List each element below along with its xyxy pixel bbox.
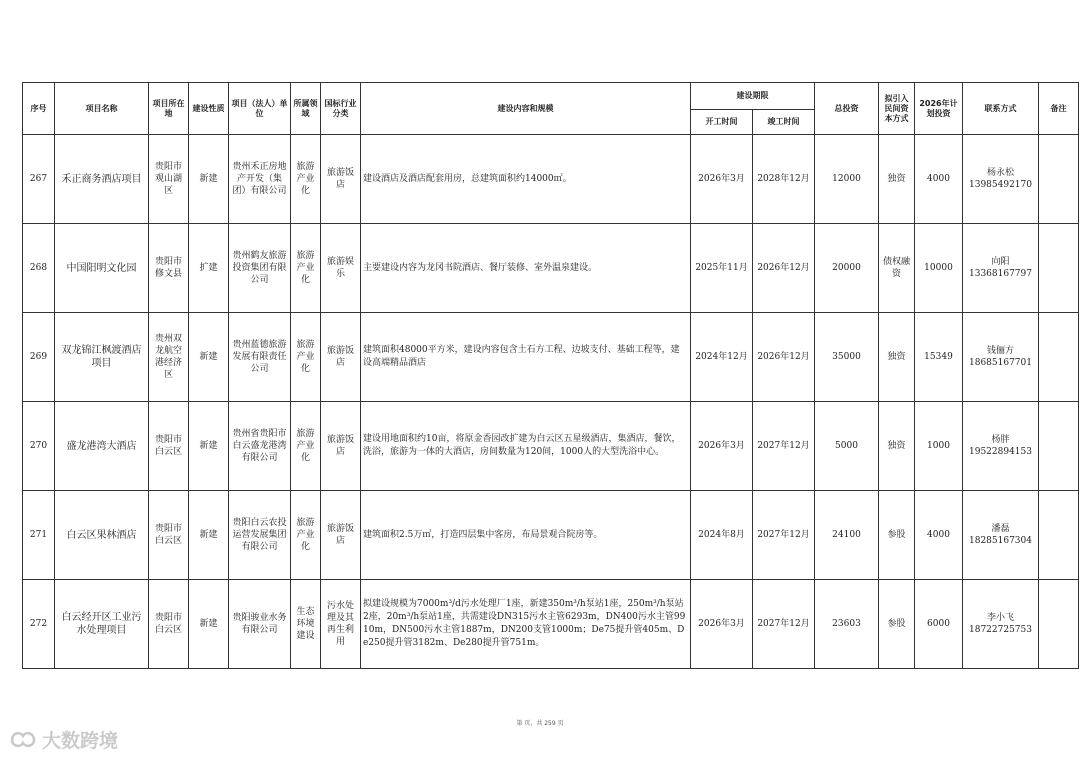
cell-field: 旅游产业化: [291, 402, 321, 491]
cell-location: 贵州双龙航空港经济区: [149, 313, 189, 402]
cell-contact: [963, 313, 1039, 402]
cell-industry: 旅游饭店: [321, 491, 361, 580]
header-capital-mode: 拟引入民间资本方式: [879, 83, 915, 135]
contact-name: 李小飞: [986, 613, 1014, 623]
cell-industry: 旅游饭店: [321, 135, 361, 224]
cell-content: 建设用地面积约10亩，将原金香园改扩建为白云区五星级酒店，集酒店，餐饮，洗浴，旅游为一体的大酒店，房间数量为120间，1000人的大型洗浴中心。: [361, 402, 691, 491]
contact-phone: 18685167701: [969, 358, 1032, 368]
cell-seq: 272: [23, 580, 55, 669]
cell-unit: 贵州蓝德旅游发展有限责任公司: [229, 313, 291, 402]
cell-content: 拟建设规模为7000m³/d污水处理厂1座，新建350m³/h泵站1座，250m³/h泵站2座，20m³/h泵站1座，共需建设DN315污水主管6293m，DN400污水主管9910m，DN500污水主管1887m，DN200支管1000m；De75提升管405m、De250提升管3182m、De280提升管751m。: [361, 580, 691, 669]
cell-capital-mode: 参股: [879, 491, 915, 580]
header-end: 竣工时间: [753, 110, 815, 135]
contact-phone: 13985492170: [969, 180, 1032, 190]
cell-start: 2024年12月: [691, 313, 753, 402]
cell-capital-mode: 独资: [879, 313, 915, 402]
cell-name: 白云经开区工业污水处理项目: [55, 580, 149, 669]
cell-location: 贵阳市观山湖区: [149, 135, 189, 224]
cell-industry: 旅游饭店: [321, 402, 361, 491]
cell-total: 24100: [815, 491, 879, 580]
cell-end: 2027年12月: [753, 402, 815, 491]
cell-industry: 旅游饭店: [321, 313, 361, 402]
header-contact: 联系方式: [963, 83, 1039, 135]
contact-name: 潘磊: [991, 524, 1010, 534]
cell-plan: 4000: [915, 135, 963, 224]
cell-note: [1039, 313, 1079, 402]
table-row: [23, 313, 1079, 402]
cell-end: 2027年12月: [753, 580, 815, 669]
cell-start: 2026年3月: [691, 580, 753, 669]
header-seq: 序号: [23, 83, 55, 135]
cell-note: [1039, 135, 1079, 224]
cell-capital-mode: 独资: [879, 135, 915, 224]
cell-unit: 贵阳白云农投运营发展集团有限公司: [229, 491, 291, 580]
contact-name: 钱俪方: [986, 346, 1014, 356]
cell-nature: 新建: [189, 402, 229, 491]
cell-name: 盛龙港湾大酒店: [55, 402, 149, 491]
cell-content: 建设酒店及酒店配套用房，总建筑面积约14000㎡。: [361, 135, 691, 224]
cell-field: 旅游产业化: [291, 491, 321, 580]
cell-plan: 15349: [915, 313, 963, 402]
cell-field: 旅游产业化: [291, 224, 321, 313]
table-row: [23, 135, 1079, 224]
contact-phone: 13368167797: [969, 269, 1032, 279]
cell-content: 建筑面积2.5万㎡，打造四层集中客房，布局景观合院房等。: [361, 491, 691, 580]
cell-unit: 贵州鹤友旅游投资集团有限公司: [229, 224, 291, 313]
cell-capital-mode: 独资: [879, 402, 915, 491]
cell-field: 生态环境建设: [291, 580, 321, 669]
cell-note: [1039, 491, 1079, 580]
project-table: [22, 82, 1079, 669]
cell-contact: [963, 402, 1039, 491]
cell-contact: [963, 224, 1039, 313]
cell-total: 23603: [815, 580, 879, 669]
cell-end: 2027年12月: [753, 491, 815, 580]
cell-name: 双龙锦江枫渡酒店项目: [55, 313, 149, 402]
cell-content: 建筑面积48000平方米，建设内容包含土石方工程、边坡支付、基础工程等，建设高端精品酒店: [361, 313, 691, 402]
cell-start: 2026年3月: [691, 135, 753, 224]
cell-capital-mode: 参股: [879, 580, 915, 669]
watermark-text: 大数跨境: [42, 730, 119, 752]
contact-name: 杨胖: [991, 435, 1010, 445]
header-period: 建设期限: [691, 83, 815, 110]
page-footer: 第 页，共 259 页: [516, 720, 564, 727]
cell-contact: [963, 580, 1039, 669]
cell-end: 2028年12月: [753, 135, 815, 224]
cell-plan: 10000: [915, 224, 963, 313]
cell-name: 禾正商务酒店项目: [55, 135, 149, 224]
table-row: [23, 580, 1079, 669]
header-industry: 国标行业分类: [321, 83, 361, 135]
cell-seq: 270: [23, 402, 55, 491]
cell-unit: 贵州省贵阳市白云盛龙港湾有限公司: [229, 402, 291, 491]
cell-nature: 新建: [189, 313, 229, 402]
cell-field: 旅游产业化: [291, 135, 321, 224]
cell-end: 2026年12月: [753, 224, 815, 313]
cell-note: [1039, 580, 1079, 669]
contact-name: 杨永松: [986, 168, 1014, 178]
header-nature: 建设性质: [189, 83, 229, 135]
table-row: [23, 402, 1079, 491]
cell-location: 贵阳市白云区: [149, 402, 189, 491]
cell-unit: 贵阳骏业水务有限公司: [229, 580, 291, 669]
cell-location: 贵阳市白云区: [149, 491, 189, 580]
cell-seq: 267: [23, 135, 55, 224]
cell-nature: 扩建: [189, 224, 229, 313]
cell-field: 旅游产业化: [291, 313, 321, 402]
cell-name: 中国阳明文化园: [55, 224, 149, 313]
cell-industry: 旅游娱乐: [321, 224, 361, 313]
cell-total: 12000: [815, 135, 879, 224]
cell-note: [1039, 402, 1079, 491]
cell-note: [1039, 224, 1079, 313]
contact-phone: 18722725753: [969, 625, 1032, 635]
cell-capital-mode: 债权融资: [879, 224, 915, 313]
table-row: [23, 224, 1079, 313]
cell-seq: 269: [23, 313, 55, 402]
cell-location: 贵阳市白云区: [149, 580, 189, 669]
cell-total: 5000: [815, 402, 879, 491]
cell-nature: 新建: [189, 135, 229, 224]
header-plan-2026: 2026年计划投资: [915, 83, 963, 135]
cell-plan: 4000: [915, 491, 963, 580]
cell-nature: 新建: [189, 580, 229, 669]
cell-plan: 1000: [915, 402, 963, 491]
header-note: 备注: [1039, 83, 1079, 135]
contact-phone: 18285167304: [969, 536, 1032, 546]
header-start: 开工时间: [691, 110, 753, 135]
cell-plan: 6000: [915, 580, 963, 669]
brand-logo-icon: [8, 729, 38, 751]
watermark: [8, 726, 118, 753]
contact-phone: 19522894153: [969, 447, 1032, 457]
cell-contact: [963, 491, 1039, 580]
cell-name: 白云区果林酒店: [55, 491, 149, 580]
header-row: [23, 83, 1079, 110]
cell-contact: [963, 135, 1039, 224]
header-content: 建设内容和规模: [361, 83, 691, 135]
cell-nature: 新建: [189, 491, 229, 580]
cell-start: 2025年11月: [691, 224, 753, 313]
header-location: 项目所在地: [149, 83, 189, 135]
header-name: 项目名称: [55, 83, 149, 135]
contact-name: 向阳: [991, 257, 1010, 267]
cell-total: 20000: [815, 224, 879, 313]
cell-content: 主要建设内容为龙冈书院酒店、餐厅装修、室外温泉建设。: [361, 224, 691, 313]
header-unit: 项目（法人）单位: [229, 83, 291, 135]
cell-seq: 268: [23, 224, 55, 313]
header-field: 所属领域: [291, 83, 321, 135]
header-total: 总投资: [815, 83, 879, 135]
cell-start: 2026年3月: [691, 402, 753, 491]
cell-industry: 污水处理及其再生利用: [321, 580, 361, 669]
cell-end: 2026年12月: [753, 313, 815, 402]
table-row: [23, 491, 1079, 580]
cell-location: 贵阳市修文县: [149, 224, 189, 313]
cell-unit: 贵州禾正房地产开发（集团）有限公司: [229, 135, 291, 224]
cell-start: 2024年8月: [691, 491, 753, 580]
cell-total: 35000: [815, 313, 879, 402]
cell-seq: 271: [23, 491, 55, 580]
